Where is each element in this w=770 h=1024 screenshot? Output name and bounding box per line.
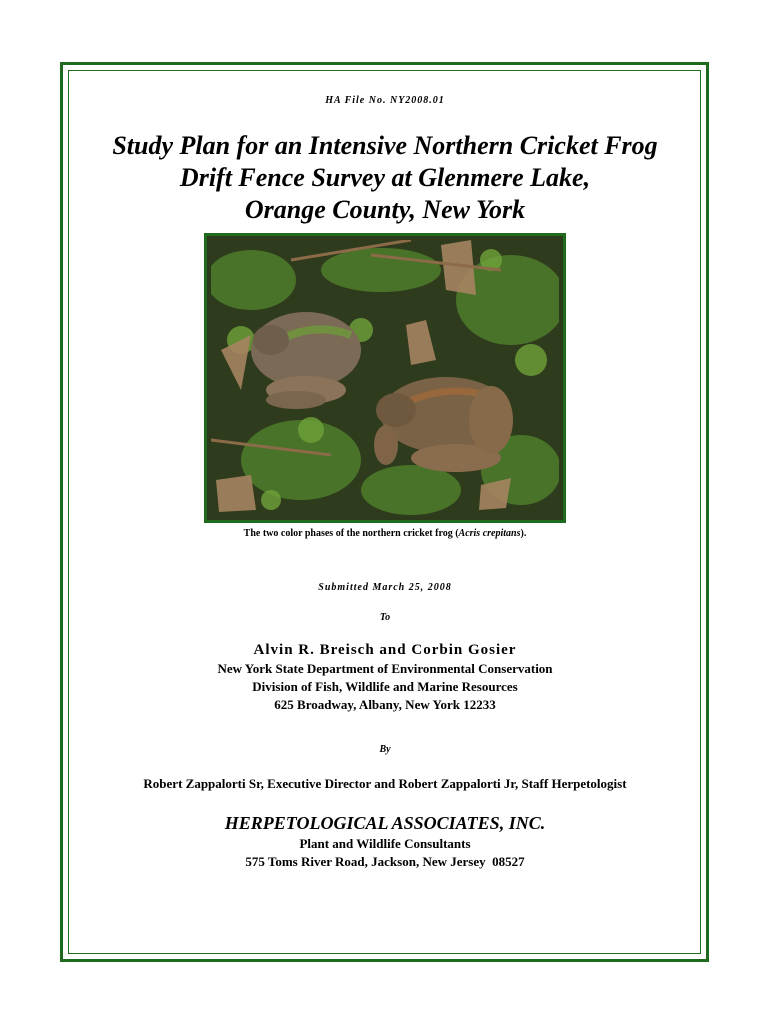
company-line-2: 575 Toms River Road, Jackson, New Jersey 08527 bbox=[245, 854, 525, 869]
company-line-1: Plant and Wildlife Consultants bbox=[299, 836, 471, 851]
submitted-date: Submitted March 25, 2008 bbox=[318, 582, 452, 593]
to-label: To bbox=[379, 612, 391, 623]
department-line-2: Division of Fish, Wildlife and Marine Resources bbox=[252, 679, 518, 694]
authors: Robert Zappalorti Sr, Executive Director and Robert Zappalorti Jr, Staff Herpetologist bbox=[143, 776, 627, 791]
department-block bbox=[0, 660, 770, 714]
title-line-1: Study Plan for an Intensive Northern Cricket Frog bbox=[112, 131, 658, 160]
company-info bbox=[0, 835, 770, 871]
recipients: Alvin R. Breisch and Corbin Gosier bbox=[253, 642, 517, 658]
photo-caption bbox=[0, 528, 770, 539]
file-number: HA File No. NY2008.01 bbox=[325, 95, 445, 106]
caption-suffix: ). bbox=[520, 528, 527, 539]
frog-photo-image bbox=[211, 240, 559, 516]
title-line-3: Orange County, New York bbox=[244, 195, 526, 224]
caption-species: Acris crepitans bbox=[458, 528, 521, 539]
department-line-1: New York State Department of Environmental Conservation bbox=[217, 661, 553, 676]
by-label: By bbox=[379, 744, 391, 755]
document-title bbox=[0, 130, 770, 226]
department-line-3: 625 Broadway, Albany, New York 12233 bbox=[274, 697, 496, 712]
company-name: HERPETOLOGICAL ASSOCIATES, INC. bbox=[224, 813, 546, 833]
frog-photo bbox=[204, 233, 566, 523]
title-line-2: Drift Fence Survey at Glenmere Lake, bbox=[179, 163, 591, 192]
caption-prefix: The two color phases of the northern cricket frog ( bbox=[243, 528, 459, 539]
